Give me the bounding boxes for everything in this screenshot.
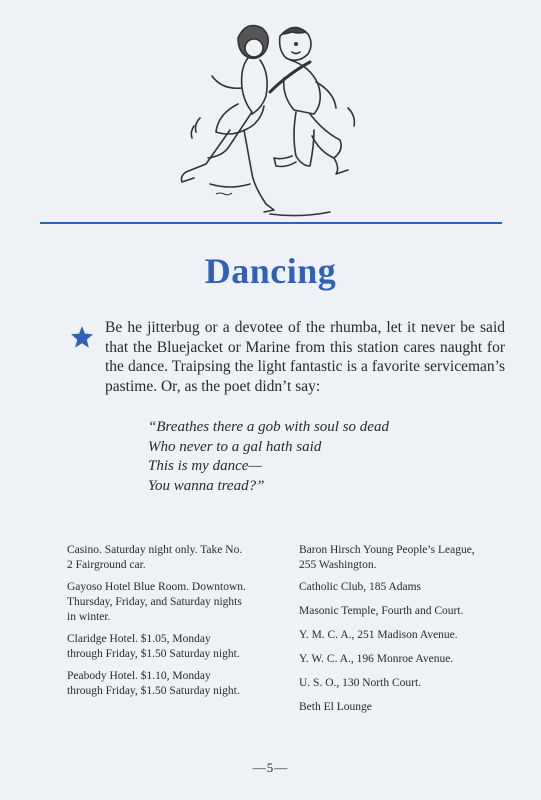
page-title: Dancing (204, 251, 337, 291)
star-icon (70, 325, 94, 349)
venue-entry: Gayoso Hotel Blue Room. Downtown. Thursday, Friday, and Saturday nights in winter. (67, 581, 246, 623)
venue-entry: Catholic Club, 185 Adams (299, 581, 422, 593)
venue-entry: Casino. Saturday night only. Take No. 2 Fairground car. (67, 544, 243, 571)
poem (148, 418, 389, 496)
poem-line: Who never to a gal hath said (148, 438, 322, 455)
venue-entry: Peabody Hotel. $1.10, Monday through Friday, $1.50 Saturday night. (67, 670, 240, 697)
poem-line: You wanna tread?” (148, 477, 265, 494)
venue-entry: Beth El Lounge (299, 701, 372, 713)
dancing-couple-illustration (120, 8, 380, 220)
venue-list-right (299, 543, 484, 724)
poem-line: This is my dance— (148, 458, 262, 474)
venue-entry: Masonic Temple, Fourth and Court. (299, 605, 464, 617)
poem-line: “Breathes there a gob with soul so dead (148, 419, 389, 435)
venue-entry: U. S. O., 130 North Court. (299, 677, 422, 689)
venue-entry: Baron Hirsch Young People’s League, 255 Washington. (299, 544, 475, 571)
venue-entry: Y. W. C. A., 196 Monroe Avenue. (299, 653, 454, 665)
venue-list-left (67, 543, 249, 706)
intro-paragraph: Be he jitterbug or a devotee of the rhumba, let it never be said that the Bluejacket or Marine from this station cares naught for the dance. Traipsing the light fantastic is a favorite serviceman’s pastime. Or, as the poet didn’t say: (105, 319, 505, 395)
venue-entry: Claridge Hotel. $1.05, Monday through Friday, $1.50 Saturday night. (67, 633, 240, 660)
page-number: —5— (252, 760, 289, 775)
divider-rule (40, 222, 502, 224)
venue-entry: Y. M. C. A., 251 Madison Avenue. (299, 629, 458, 641)
